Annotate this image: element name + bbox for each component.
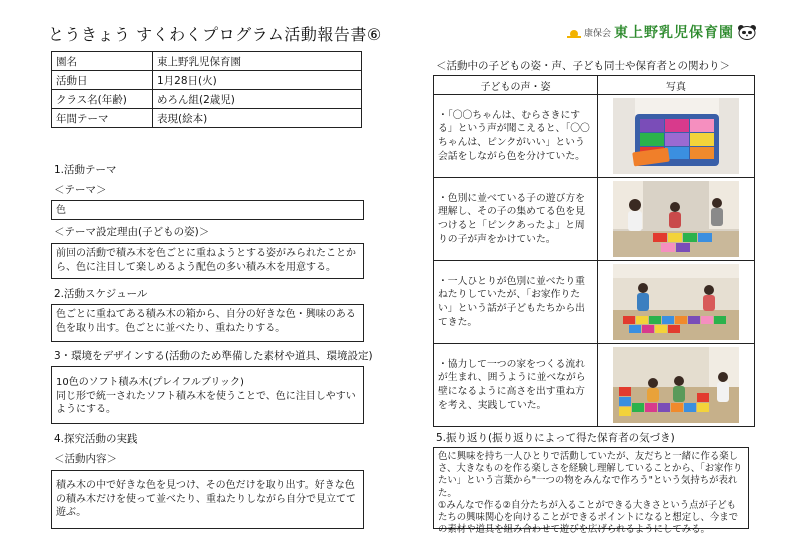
panda-icon	[737, 24, 757, 40]
observation-heading: ＜活動中の子どもの姿・声、子ども同士や保育者との関わり＞	[436, 60, 730, 72]
info-value: 東上野乳児保育園	[153, 52, 362, 71]
observation-text: ・一人ひとりが色別に並べたり重ねたりしていたが、「お家作りたい」という話が子どもたちから出てきた。	[434, 261, 598, 344]
theme-label: ＜テーマ＞	[54, 184, 107, 196]
photo-cell	[598, 344, 755, 427]
info-key: 活動日	[52, 71, 153, 90]
sun-logo-icon	[567, 26, 581, 38]
theme-box: 色	[51, 200, 364, 220]
info-row	[52, 90, 362, 109]
photo-cell	[598, 261, 755, 344]
observation-table	[433, 75, 755, 427]
reason-label: ＜テーマ設定理由(子どもの姿)＞	[54, 226, 210, 238]
observation-text: ・協力して一つの家をつくる流れが生まれ、囲うように並べながら壁になるように高さを出す重ね方を考え、実践していた。	[434, 344, 598, 427]
voice-column-header: 子どもの声・姿	[434, 76, 598, 95]
info-key: クラス名(年齢)	[52, 90, 153, 109]
info-value: 表現(絵本)	[153, 109, 362, 128]
reflection-box: 色に興味を持ち一人ひとりで活動していたが、友だちと一緒に作る楽しさ、大きなものを作る楽しさを経験し理解していることから、「お家作りたい」という言葉から"一つの物をみんなで作ろう"という気持ちが表れた。 ①みんなで作る②自分たちが入ることができる大きさという点が子どもたちの興味関心を向けることができるポイントになると想定し、今までの素材や道具を組み合わせて遊びを広げられるようにしてみる。	[433, 447, 749, 529]
reason-box: 前回の活動で積み木を色ごとに重ねようとする姿がみられたことから、色に注目して楽しめるよう配色の多い積み木を用意する。	[51, 243, 364, 279]
observation-row	[434, 95, 755, 178]
section4-heading: 4.探究活動の実践	[54, 433, 138, 445]
observation-text: ・「〇〇ちゃんは、むらさきにする」という声が聞こえると、「〇〇ちゃんは、ピンクがいい」という会話をしながら色を分けていた。	[434, 95, 598, 178]
info-row	[52, 109, 362, 128]
schedule-box: 色ごとに重ねてある積み木の箱から、自分の好きな色・興味のある色を取り出す。色ごとに並べたり、重ねたりする。	[51, 304, 364, 342]
environment-box: 10色のソフト積み木(プレイフルブリック) 同じ形で統一されたソフト積み木を使うことで、色に注目しやすいようにする。	[51, 366, 364, 424]
photo-column-header: 写真	[598, 76, 755, 95]
photo-cell	[598, 95, 755, 178]
photo-colored-blocks-box	[613, 98, 739, 174]
content-label: ＜活動内容＞	[54, 453, 117, 465]
info-table	[51, 51, 362, 128]
info-value: 1月28日(火)	[153, 71, 362, 90]
info-key: 年間テーマ	[52, 109, 153, 128]
observation-header-row	[434, 76, 755, 95]
observation-row	[434, 344, 755, 427]
org-logo	[567, 22, 757, 42]
section1-heading: 1.活動テーマ	[54, 164, 117, 176]
info-row	[52, 52, 362, 71]
section5-heading: 5.振り返り(振り返りによって得た保育者の気づき)	[436, 432, 675, 444]
photo-block-wall	[613, 347, 739, 423]
section3-heading: 3・環境をデザインする(活動のため準備した素材や道具、環境設定)	[54, 350, 373, 362]
photo-block-house	[613, 264, 739, 340]
photo-children-playing	[613, 181, 739, 257]
section2-heading: 2.活動スケジュール	[54, 288, 148, 300]
info-key: 園名	[52, 52, 153, 71]
observation-text: ・色別に並べている子の遊び方を理解し、その子の集めてる色を見つけると「ピンクあったよ」と周りの子が声をかけていた。	[434, 178, 598, 261]
photo-cell	[598, 178, 755, 261]
org-small-label: 康保会	[584, 28, 612, 39]
info-row	[52, 71, 362, 90]
observation-row	[434, 261, 755, 344]
org-name: 東上野乳児保育園	[614, 25, 735, 41]
page-title: とうきょう すくわくプログラム活動報告書⑥	[48, 25, 382, 44]
info-value: めろん組(2歳児)	[153, 90, 362, 109]
activity-box: 積み木の中で好きな色を見つけ、その色だけを取り出す。好きな色の積み木だけを使って並べたり、重ねたりしながら自分で見立てて遊ぶ。	[51, 470, 364, 529]
observation-row	[434, 178, 755, 261]
